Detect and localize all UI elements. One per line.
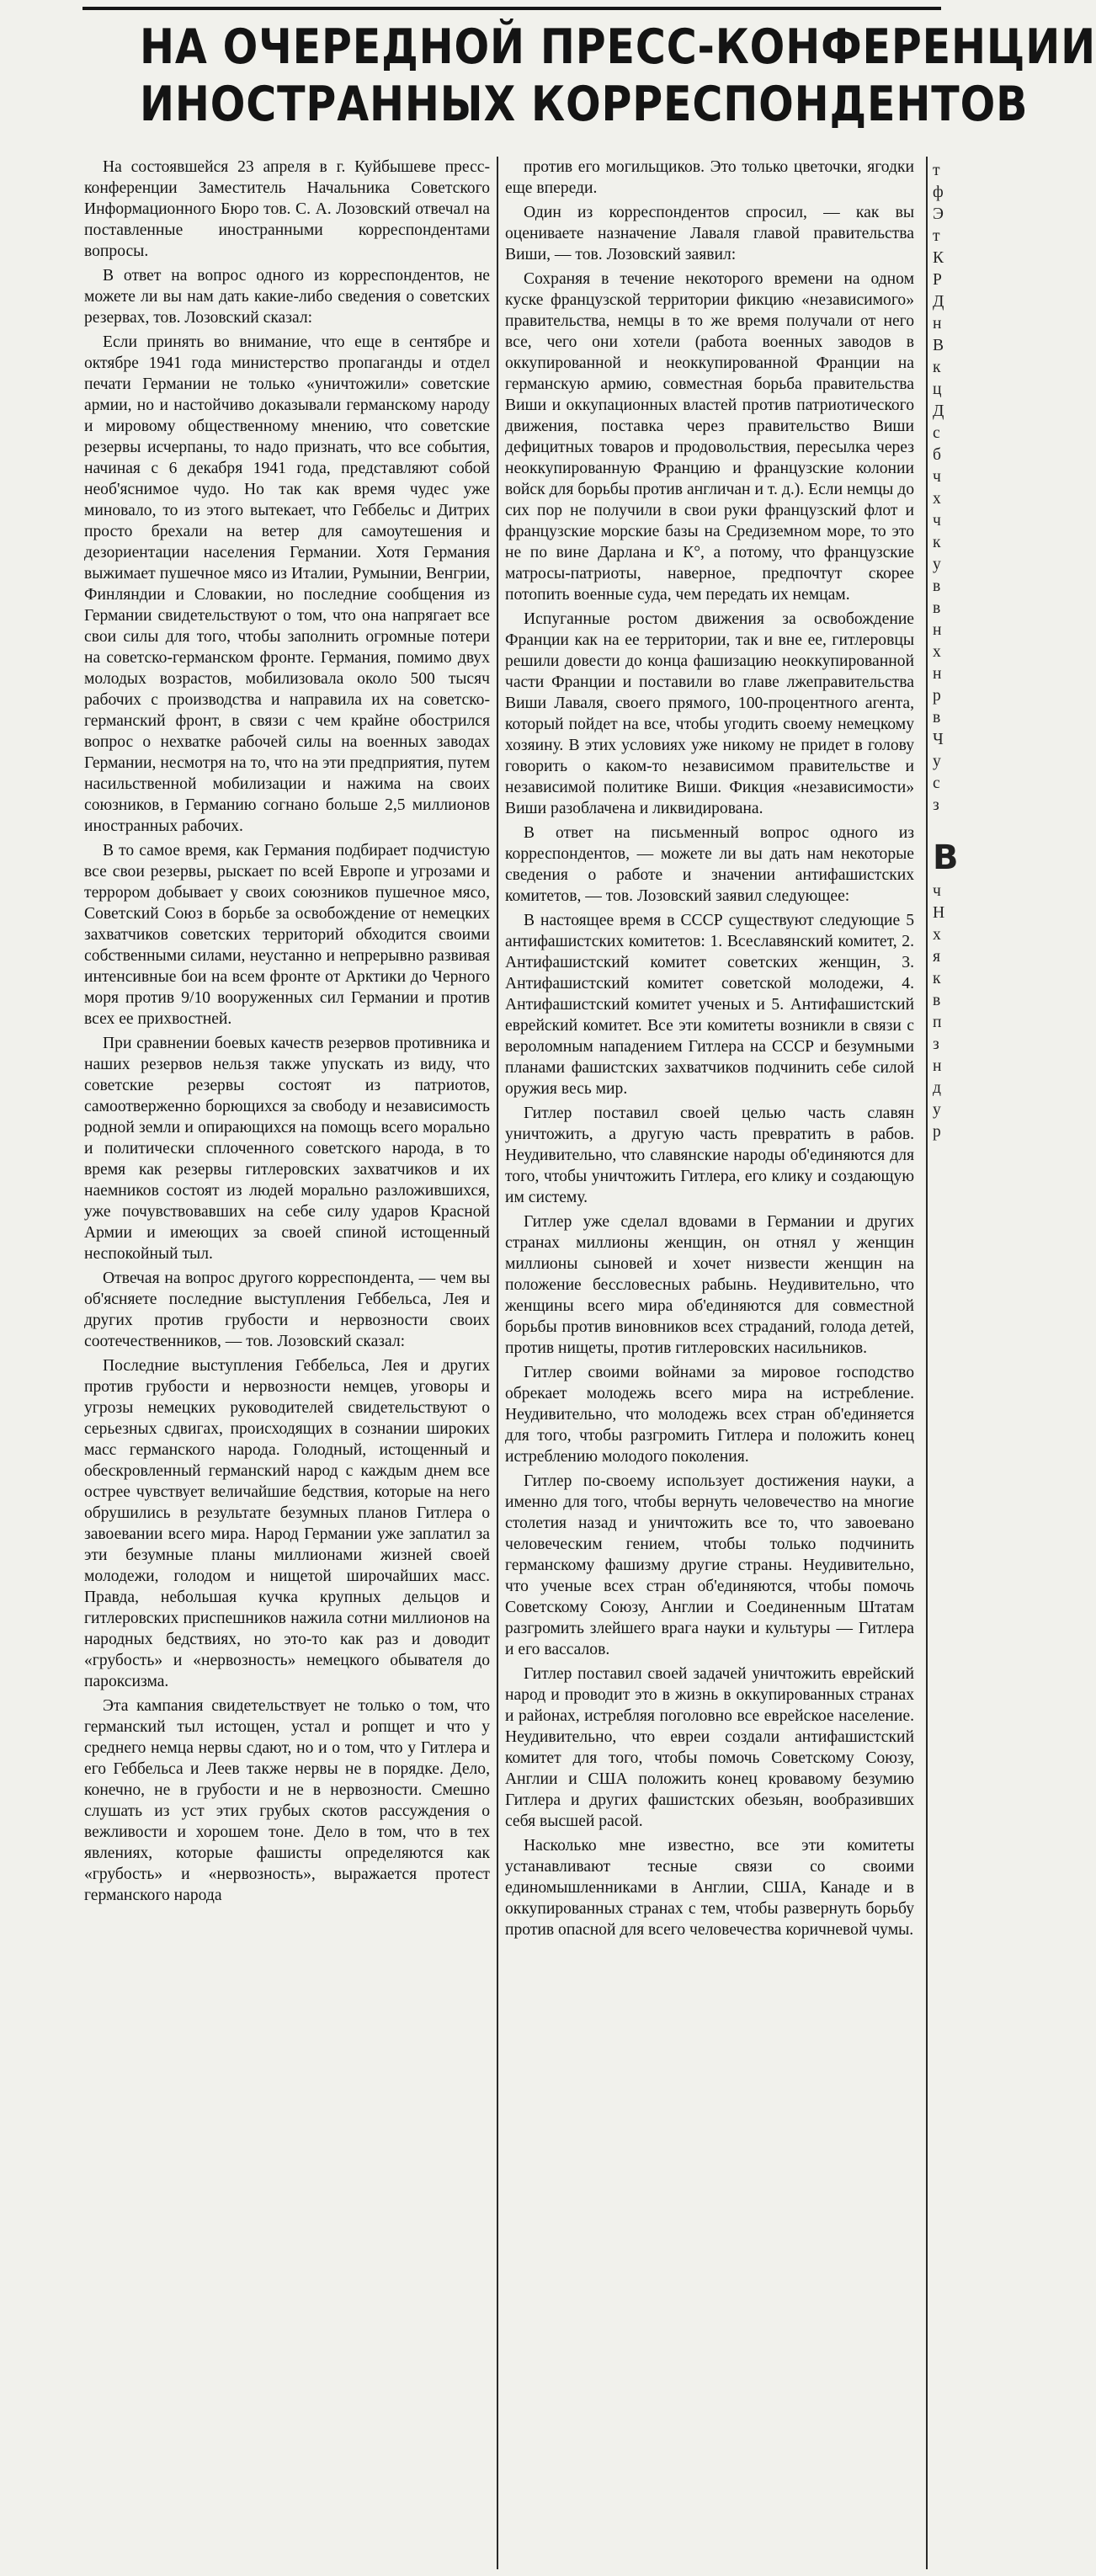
paragraph: Гитлер своими войнами за мировое господство обрекает молодежь всего мира на истребление. Неудивительно, что молодежь всех стран об'единяется для того, чтобы разгромить Гитлера и положить конец истреблению молодого поколения.	[505, 1364, 914, 1466]
paragraph: В ответ на письменный вопрос одного из корреспондентов, — можете ли вы дать нам некоторые сведения о работе и значении антифашистских комитетов, — тов. Лозовский заявил следующее:	[505, 824, 914, 905]
paragraph: Сохраняя в течение некоторого времени на одном куске французской территории фикцию «независимого» правительства, немцы в то же время получали от него все, чего они хотели (работа военных заводов в оккупированной и неоккупированной Франции на германскую армию, совместная борьба правительства Виши и оккупационных властей против патриотического движения, поставка через правительство Виши дефицитных товаров и продовольствия, пересылка через неоккупированную Францию и французские колонии войск для борьбы против англичан и т. д.). Если немцы до сих пор не получили в свои руки французский флот и французские морские базы на Средиземном море, то это не по вине Дарлана и К°, а потому, что французские матросы-патриоты, наверное, предпочтут скорее потопить военные суда, чем передать их немцам.	[505, 270, 914, 604]
adjacent-line-fragment: х	[933, 490, 941, 508]
adjacent-line-fragment: у	[933, 556, 941, 573]
adjacent-line-fragment: т	[933, 227, 940, 245]
paragraph: В настоящее время в СССР существуют следующие 5 антифашистских комитетов: 1. Всеславянский комитет, 2. Антифашистский комитет советских женщин, 3. Антифашистский комитет советской молодежи, 4. Антифашистский комитет ученых и 5. Антифашистский еврейский комитет. Все эти комитеты возникли в связи с вероломным нападением Гитлера на СССР и безумными планами фашистских захватчиков подчинить себе силой оружия весь мир.	[505, 912, 914, 1098]
paragraph: Гитлер поставил своей задачей уничтожить еврейский народ и проводит это в жизнь в оккупированных странах и районах, истребляя поголовно все еврейское население. Неудивительно, что евреи создали антифашистский комитет для того, чтобы помочь Советскому Союзу, Англии и США положить конец кровавому безумию Гитлера и других фашистских обезьян, вообразивших себя высшей расой.	[505, 1665, 914, 1830]
paragraph: Если принять во внимание, что еще в сентябре и октябре 1941 года министерство пропаганды и отдел печати Германии не только «уничтожили» советские армии, но и настойчиво доказывали германскому народу и мировому общественному мнению, что советские резервы исчерпаны, то надо признать, что все события, начиная с 6 декабря 1941 года, представляют собой необ'яснимое чудо. Но так как время чудес уже миновало, то из этого вытекает, что Геббельс и Дитрих просто брехали на ветер для самоутешения и дезориентации населения Германии. Хотя Германия выжимает пушечное мясо из Италии, Румынии, Венгрии, Финляндии и Словакии, но последние сообщения из Германии свидетельствуют о том, что она напрягает все свои силы для того, чтобы заполнить огромные потери на советско-германском фронте. Германия, помимо двух молодых возрастов, мобилизовала около 500 тысяч рабочих с производства и направила их на советско-германский фронт, в связи с чем крайне обострился вопрос о нехватке рабочей силы на военных заводах Германии, несмотря на то, что на эти предприятия, путем насильственной мобилизации и нажима на своих союзников, в Германию согнано больше 2,5 миллионов иностранных рабочих.	[84, 333, 490, 835]
article-column-1	[84, 157, 490, 2569]
adjacent-line-fragment: ф	[933, 184, 944, 201]
adjacent-line-fragment: р	[933, 1123, 941, 1141]
adjacent-line-fragment: в	[933, 599, 941, 617]
adjacent-line-fragment: т	[933, 162, 940, 179]
adjacent-line-fragment: с	[933, 424, 940, 442]
adjacent-line-fragment: в	[933, 577, 941, 595]
adjacent-line-fragment: к	[933, 534, 941, 551]
adjacent-line-fragment: Р	[933, 271, 942, 289]
paragraph: При сравнении боевых качеств резервов противника и наших резервов нельзя также упускать из виду, что советские резервы состоят из патриотов, самоотверженно борющихся за свободу и независимость родной земли и опирающихся на помощь всего морально и политически сплоченного советского народа, в то время как резервы гитлеровских захватчиков и их наемников состоят из людей морально разложившихся, уже почувствовавших на себе силу ударов Красной Армии и имеющих за своей спиной истощенный неспокойный тыл.	[84, 1035, 490, 1263]
adjacent-line-fragment: р	[933, 687, 941, 705]
adjacent-line-fragment: у	[933, 753, 941, 770]
paragraph: против его могильщиков. Это только цветочки, ягодки еще впереди.	[505, 158, 914, 197]
adjacent-line-fragment: ч	[933, 468, 941, 486]
adjacent-line-fragment: В	[933, 337, 944, 354]
adjacent-line-fragment: с	[933, 774, 940, 792]
adjacent-line-fragment: к	[933, 359, 941, 376]
adjacent-line-fragment: Д	[933, 402, 944, 420]
column-divider	[497, 157, 498, 2569]
paragraph: На состоявшейся 23 апреля в г. Куйбышеве пресс-конференции Заместитель Начальника Советского Информационного Бюро тов. С. А. Лозовский отвечал на поставленные иностранными корреспондентами вопросы.	[84, 158, 490, 260]
adjacent-line-fragment: д	[933, 1079, 941, 1097]
adjacent-line-fragment: в	[933, 992, 941, 1009]
adjacent-line-fragment: н	[933, 1057, 942, 1075]
headline-line-2: ИНОСТРАННЫХ КОРРЕСПОНДЕНТОВ	[140, 77, 1029, 132]
article-column-2	[505, 157, 914, 2569]
adjacent-article-fragment	[933, 160, 958, 2569]
paragraph: Эта кампания свидетельствует не только о том, что германский тыл истощен, устал и ропщет и что у среднего немца нервы сдают, но и о том, что у Гитлера и его Геббельса и Леев также нервы не в порядке. Дело, конечно, не в грубости и не в нервозности. Смешно слушать из уст этих грубых скотов рассуждения о вежливости и хорошем тоне. Дело в том, что в тех явлениях, которые фашисты определяются как «грубость» и «нервозность», выражается протест германского народа	[84, 1697, 490, 1904]
adjacent-line-fragment: х	[933, 926, 941, 944]
adjacent-line-fragment: Н	[933, 904, 945, 922]
article-headline	[140, 19, 1096, 133]
paragraph: В ответ на вопрос одного из корреспондентов, не можете ли вы нам дать какие-либо сведения о советских резервах, тов. Лозовский сказал:	[84, 267, 490, 327]
adjacent-line-fragment: п	[933, 1014, 942, 1031]
paragraph: В то самое время, как Германия подбирает подчистую все свои резервы, рыскает по всей Европе и угрозами и террором добывает у своих союзников пушечное мясо, Советский Союз в борьбе за освобождение от немецких захватчиков советских территорий обходится своими собственными силами, неустанно и непрерывно развивая интенсивные бои на всем фронте от Арктики до Черного моря против 9/10 вооруженных сил Германии и против всех ее прихвостней.	[84, 842, 490, 1028]
adjacent-line-fragment: Э	[933, 205, 944, 223]
adjacent-line-fragment: б	[933, 446, 941, 464]
adjacent-line-fragment: в	[933, 709, 941, 726]
adjacent-line-fragment: у	[933, 1101, 941, 1119]
adjacent-line-fragment: К	[933, 249, 944, 267]
paragraph: Отвечая на вопрос другого корреспондента, — чем вы об'ясняете последние выступления Геббельса, Лея и других против грубости и нервозности своих соотечественников, — тов. Лозовский сказал:	[84, 1269, 490, 1350]
adjacent-line-fragment: ч	[933, 512, 941, 530]
adjacent-line-fragment: н	[933, 665, 942, 683]
paragraph: Гитлер уже сделал вдовами в Германии и других странах миллионы женщин, он отнял у женщин миллионы сыновей и хочет низвести женщин на положение бессловесных рабынь. Неудивительно, что женщины всего мира об'единяются для совместной борьбы против виновников всех страданий, голода детей, против нищеты, против гитлеровских насильников.	[505, 1213, 914, 1357]
paragraph: Последние выступления Геббельса, Лея и других против грубости и нервозности немцев, уговоры и угрозы немецких руководителей свидетельствуют о серьезных сдвигах, происходящих в сознании широких масс германского народа. Голодный, истощенный и обескровленный германский народ с каждым днем все острее чувствует величайшие бедствия, которые на него обрушились в результате безумных планов Гитлера о завоевании всего мира. Народ Германии уже заплатил за эти безумные планы миллионами жизней своей молодежи, голодом и нищетой широчайших масс. Правда, небольшая кучка крупных дельцов и гитлеровских приспешников нажила сотни миллионов на народных бедствиях, но это-то как раз и доводит «грубость» и «нервозность» немецкого обывателя до пароксизма.	[84, 1357, 490, 1690]
headline-line-1: НА ОЧЕРЕДНОЙ ПРЕСС-КОНФЕРЕНЦИИ	[140, 19, 1096, 75]
paragraph: Один из корреспондентов спросил, — как вы оцениваете назначение Лаваля главой правительства Виши, — тов. Лозовский заявил:	[505, 204, 914, 263]
adjacent-line-fragment: з	[933, 1035, 939, 1053]
adjacent-heading-letter: В	[933, 838, 959, 877]
adjacent-line-fragment: н	[933, 315, 942, 333]
adjacent-line-fragment: Д	[933, 293, 944, 311]
adjacent-line-fragment: н	[933, 621, 942, 639]
top-rule	[82, 7, 941, 10]
paragraph: Насколько мне известно, все эти комитеты устанавливают тесные связи со своими единомышленниками в Англии, США, Канаде и в оккупированных странах с тем, чтобы развернуть борьбу против опасной для всего человечества коричневой чумы.	[505, 1837, 914, 1939]
adjacent-line-fragment: я	[933, 948, 941, 966]
adjacent-line-fragment: ц	[933, 381, 942, 398]
adjacent-line-fragment: з	[933, 796, 939, 814]
paragraph: Испуганные ростом движения за освобождение Франции как на ее территории, так и вне ее, гитлеровцы решили довести до конца фашизацию неоккупированной части Франции и поставили во главе лжеправительства Виши Лаваля, своего прямого, 100-процентного агента, который пойдет на все, чтобы угодить своему немецкому хозяину. В этих условиях уже никому не придет в голову говорить о каком-то независимом правительстве и независимой политике Виши. Фикция «независимости» Виши разоблачена и ликвидирована.	[505, 610, 914, 817]
adjacent-line-fragment: Ч	[933, 731, 944, 748]
paragraph: Гитлер по-своему использует достижения науки, а именно для того, чтобы вернуть человечество на многие столетия назад и уничтожить все то, что завоевано человеческим гением, чтобы только подчинить германскому фашизму другие страны. Неудивительно, что ученые всех стран об'единяются, чтобы помочь Советскому Союзу, Англии и Соединенным Штатам разгромить злейшего врага науки и культуры — Гитлера и его вассалов.	[505, 1472, 914, 1658]
adjacent-line-fragment: к	[933, 970, 941, 987]
adjacent-line-fragment: х	[933, 643, 941, 661]
paragraph: Гитлер поставил своей целью часть славян уничтожить, а другую часть превратить в рабов. Неудивительно, что славянские народы об'единяются для того, чтобы уничтожить Гитлера, его клику и создающую им систему.	[505, 1104, 914, 1206]
adjacent-line-fragment: ч	[933, 882, 941, 900]
column-divider	[926, 157, 928, 2569]
